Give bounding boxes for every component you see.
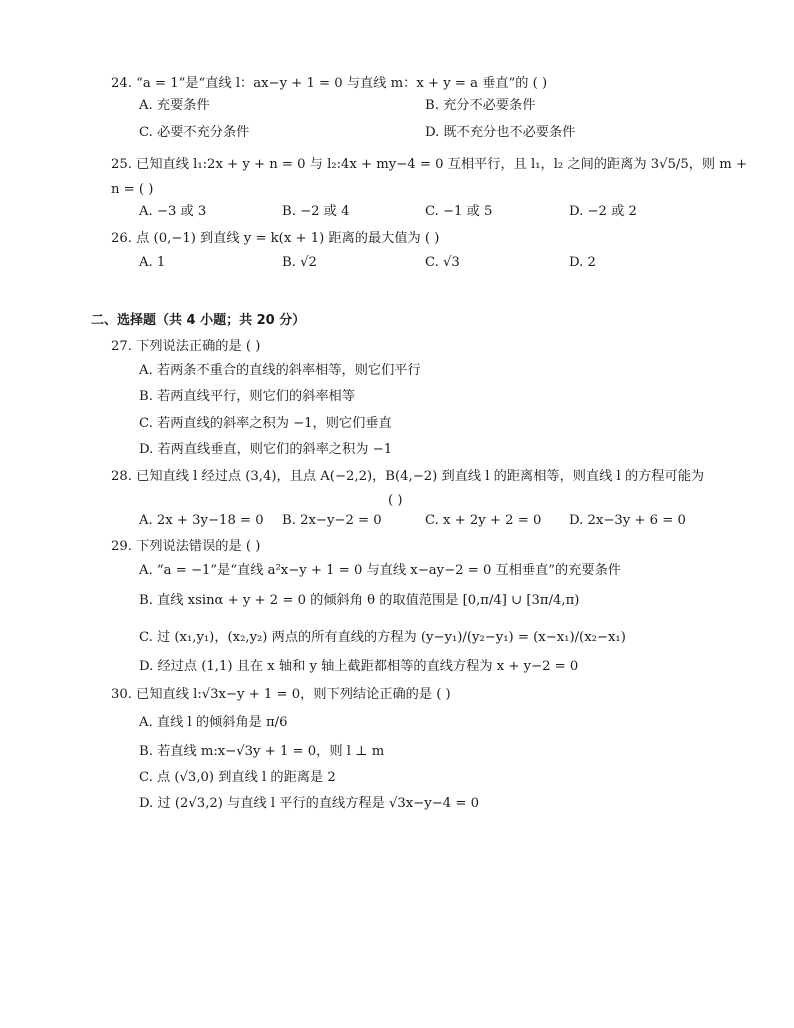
q28-option-c: C. x + 2y + 2 = 0	[425, 513, 542, 528]
q27-option-c: C. 若两直线的斜率之积为 −1，则它们垂直	[139, 416, 392, 431]
q28-option-b: B. 2x−y−2 = 0	[282, 513, 382, 528]
q25-stem-line1: 25. 已知直线 l₁:2x + y + n = 0 与 l₂:4x + my−4 = 0 互相平行，且 l₁，l₂ 之间的距离为 3√5/5，则 m +	[111, 157, 748, 172]
q25-option-c: C. −1 或 5	[425, 204, 493, 219]
q28-stem-line1: 28. 已知直线 l 经过点 (3,4)，且点 A(−2,2)，B(4,−2) 到直线 l 的距离相等，则直线 l 的方程可能为	[111, 469, 705, 484]
q26-option-b: B. √2	[282, 255, 317, 270]
q25-stem-line2: n = ( )	[111, 182, 154, 197]
q28-option-a: A. 2x + 3y−18 = 0	[139, 513, 264, 528]
q29-option-d: D. 经过点 (1,1) 且在 x 轴和 y 轴上截距都相等的直线方程为 x + y−2 = 0	[139, 659, 579, 674]
q27-stem: 27. 下列说法正确的是 ( )	[111, 339, 261, 354]
q24-option-d: D. 既不充分也不必要条件	[425, 125, 576, 140]
q27-option-a: A. 若两条不重合的直线的斜率相等，则它们平行	[139, 363, 421, 378]
q24-option-a: A. 充要条件	[139, 98, 210, 113]
q24-option-b: B. 充分不必要条件	[425, 98, 536, 113]
q30-stem: 30. 已知直线 l:√3x−y + 1 = 0，则下列结论正确的是 ( )	[111, 687, 451, 702]
q30-option-d: D. 过 (2√3,2) 与直线 l 平行的直线方程是 √3x−y−4 = 0	[139, 796, 479, 811]
q26-option-a: A. 1	[139, 255, 166, 270]
q29-option-b: B. 直线 xsinα + y + 2 = 0 的倾斜角 θ 的取值范围是 [0,π/4] ∪ [3π/4,π)	[139, 593, 580, 608]
q30-option-a: A. 直线 l 的倾斜角是 π/6	[139, 715, 288, 730]
q24-option-c: C. 必要不充分条件	[139, 125, 250, 140]
q24-stem: 24. “a = 1”是“直线 l：ax−y + 1 = 0 与直线 m：x + y = a 垂直”的 ( )	[111, 76, 548, 91]
q25-option-d: D. −2 或 2	[569, 204, 637, 219]
q25-option-b: B. −2 或 4	[282, 204, 350, 219]
q26-option-c: C. √3	[425, 255, 460, 270]
q26-option-d: D. 2	[569, 255, 596, 270]
q30-option-b: B. 若直线 m:x−√3y + 1 = 0，则 l ⊥ m	[139, 744, 385, 759]
q28-stem-line2: ( )	[388, 493, 403, 508]
q30-option-c: C. 点 (√3,0) 到直线 l 的距离是 2	[139, 770, 336, 785]
q29-option-a: A. “a = −1”是“直线 a²x−y + 1 = 0 与直线 x−ay−2 = 0 互相垂直”的充要条件	[139, 563, 621, 578]
q27-option-d: D. 若两直线垂直，则它们的斜率之积为 −1	[139, 442, 393, 457]
q26-stem: 26. 点 (0,−1) 到直线 y = k(x + 1) 距离的最大值为 ( )	[111, 231, 440, 246]
q28-option-d: D. 2x−3y + 6 = 0	[569, 513, 686, 528]
q29-option-c: C. 过 (x₁,y₁)，(x₂,y₂) 两点的所有直线的方程为 (y−y₁)/(y₂−y₁) = (x−x₁)/(x₂−x₁)	[139, 630, 626, 645]
q25-option-a: A. −3 或 3	[139, 204, 207, 219]
q29-stem: 29. 下列说法错误的是 ( )	[111, 539, 261, 554]
q27-option-b: B. 若两直线平行，则它们的斜率相等	[139, 389, 355, 404]
section-2-heading: 二、选择题（共 4 小题；共 20 分）	[91, 313, 306, 328]
